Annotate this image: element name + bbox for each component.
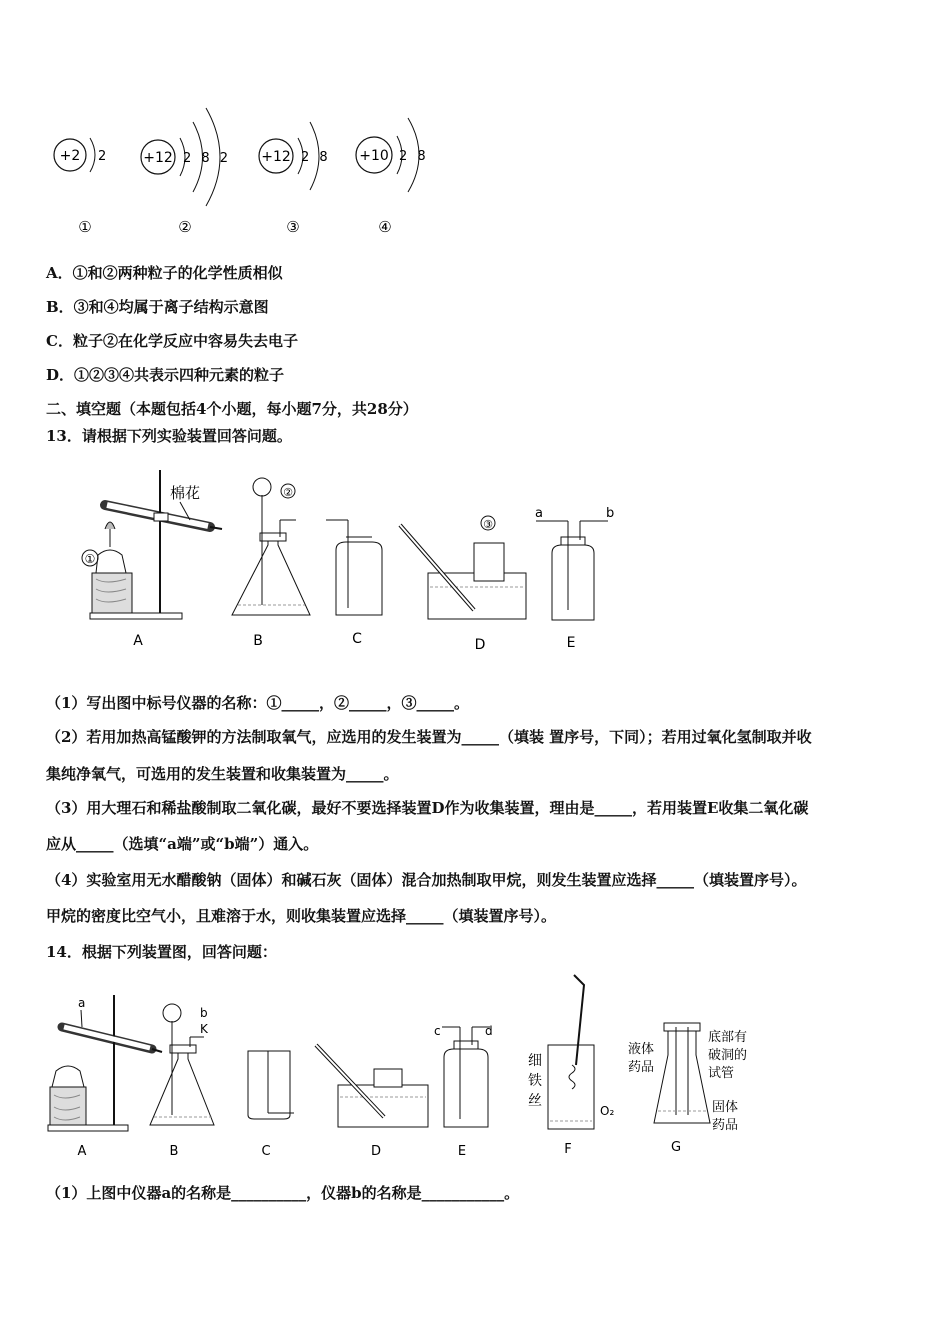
q14-label-e-c: c	[434, 1024, 441, 1038]
q14-apparatus-e	[434, 1024, 493, 1159]
q13-apparatus-a	[82, 470, 222, 649]
atom-1-label: ①	[78, 218, 92, 236]
q13-label-b: B	[253, 633, 263, 649]
q14-label-c: C	[261, 1144, 271, 1159]
option-b: B．③和④均属于离子结构示意图	[46, 298, 269, 316]
atom-3	[259, 122, 328, 236]
q13-label-d: D	[474, 637, 486, 653]
atom-1	[54, 138, 106, 236]
q14-apparatus-figure	[44, 965, 764, 1165]
q14-label-tube-1: 底部有	[708, 1030, 748, 1045]
atom-3-label: ③	[286, 218, 300, 236]
q14-label-liquid-1: 液体	[628, 1042, 655, 1057]
q14-apparatus-d	[316, 1045, 428, 1159]
q14-label-xi: 细	[528, 1053, 542, 1069]
atom-4	[356, 118, 426, 236]
q14-label-tube-3: 试管	[708, 1066, 735, 1081]
q13-apparatus-e	[535, 506, 614, 651]
q13-part-4-line-2: 甲烷的密度比空气小，且难溶于水，则收集装置应选择_____（填装置序号）。	[46, 907, 557, 925]
q13-part-3-line-1: （3）用大理石和稀盐酸制取二氧化碳，最好不要选择装置D作为收集装置，理由是_____，若用装置E收集二氧化碳	[46, 799, 809, 817]
q14-label-b-tag: b	[200, 1006, 208, 1020]
atom-3-shells: 2 8	[301, 150, 328, 165]
atom-3-nucleus: +12	[261, 149, 291, 165]
q13-label-e-a: a	[535, 506, 543, 521]
q13-part-2-line-2: 集纯净氧气，可选用的发生装置和收集装置为_____。	[46, 765, 399, 783]
atom-4-nucleus: +10	[359, 148, 389, 164]
atom-4-shells: 2 8	[399, 149, 426, 164]
option-c: C．粒子②在化学反应中容易失去电子	[46, 332, 298, 350]
q13-apparatus-c	[326, 520, 382, 647]
atom-2-nucleus: +12	[143, 150, 173, 166]
q14-label-e-d: d	[485, 1024, 493, 1038]
q14-label-solid-2: 药品	[712, 1118, 739, 1133]
q14-apparatus-c	[248, 1051, 294, 1159]
q14-label-g: G	[670, 1140, 682, 1155]
atom-4-label: ④	[378, 218, 392, 236]
option-a: A．①和②两种粒子的化学性质相似	[46, 264, 283, 282]
q14-label-k: K	[200, 1022, 208, 1036]
q14-label-f: F	[564, 1142, 572, 1157]
q14-label-e: E	[457, 1144, 467, 1159]
atom-structure-figure	[40, 100, 460, 250]
q14-label-o2: O₂	[600, 1104, 615, 1118]
section-2-heading: 二、填空题（本题包括4个小题，每小题7分，共28分）	[46, 400, 418, 418]
q14-part-1: （1）上图中仪器a的名称是__________，仪器b的名称是___________。	[46, 1184, 520, 1202]
q13-label-mianhua: 棉花	[170, 484, 201, 502]
atom-1-nucleus: +2	[59, 148, 81, 164]
q14-label-a: A	[77, 1144, 87, 1159]
q13-apparatus-d	[400, 516, 526, 653]
q14-apparatus-f	[528, 975, 614, 1157]
q13-label-1: ①	[84, 552, 96, 566]
q13-label-3: ③	[483, 518, 493, 531]
atom-2-shells: 2 8 2	[183, 151, 229, 166]
atom-1-shells: 2	[98, 149, 107, 164]
q13-part-4-line-1: （4）实验室用无水醋酸钠（固体）和碱石灰（固体）混合加热制取甲烷，则发生装置应选择_____（填装置序号）。	[46, 871, 807, 889]
q14-label-si: 丝	[528, 1093, 542, 1109]
q14-label-solid-1: 固体	[712, 1100, 739, 1115]
q14-label-b: B	[169, 1144, 179, 1159]
q13-apparatus-figure	[50, 465, 630, 660]
q13-label-c: C	[352, 631, 362, 647]
q14-label-liquid-2: 药品	[628, 1060, 655, 1075]
q14-label-a-tag: a	[78, 996, 86, 1010]
q13-label-2: ②	[283, 486, 293, 499]
q14-label-tube-2: 破洞的	[708, 1048, 748, 1063]
q13-label-e: E	[566, 635, 576, 651]
q13-part-2-line-1: （2）若用加热高锰酸钾的方法制取氧气，应选用的发生装置为_____（填装 置序号，下同）；若用过氧化氢制取并收	[46, 728, 812, 746]
q13-apparatus-b	[232, 478, 310, 649]
q14-apparatus-b	[150, 1004, 214, 1159]
q13-title: 13．请根据下列实验装置回答问题。	[46, 427, 292, 445]
atom-2	[141, 108, 228, 236]
q13-part-3-line-2: 应从_____（选填“a端”或“b端”）通入。	[46, 835, 319, 853]
q14-apparatus-a	[48, 995, 162, 1159]
q13-part-1: （1）写出图中标号仪器的名称：①_____，②_____，③_____。	[46, 694, 469, 712]
q13-label-a: A	[133, 633, 143, 649]
q14-apparatus-g	[628, 1023, 747, 1155]
q13-label-e-b: b	[606, 506, 615, 521]
q14-label-tie: 铁	[528, 1073, 542, 1089]
q14-label-d: D	[370, 1144, 382, 1159]
atom-2-label: ②	[178, 218, 192, 236]
option-d: D．①②③④共表示四种元素的粒子	[46, 366, 285, 384]
q14-title: 14．根据下列装置图，回答问题：	[46, 943, 277, 961]
